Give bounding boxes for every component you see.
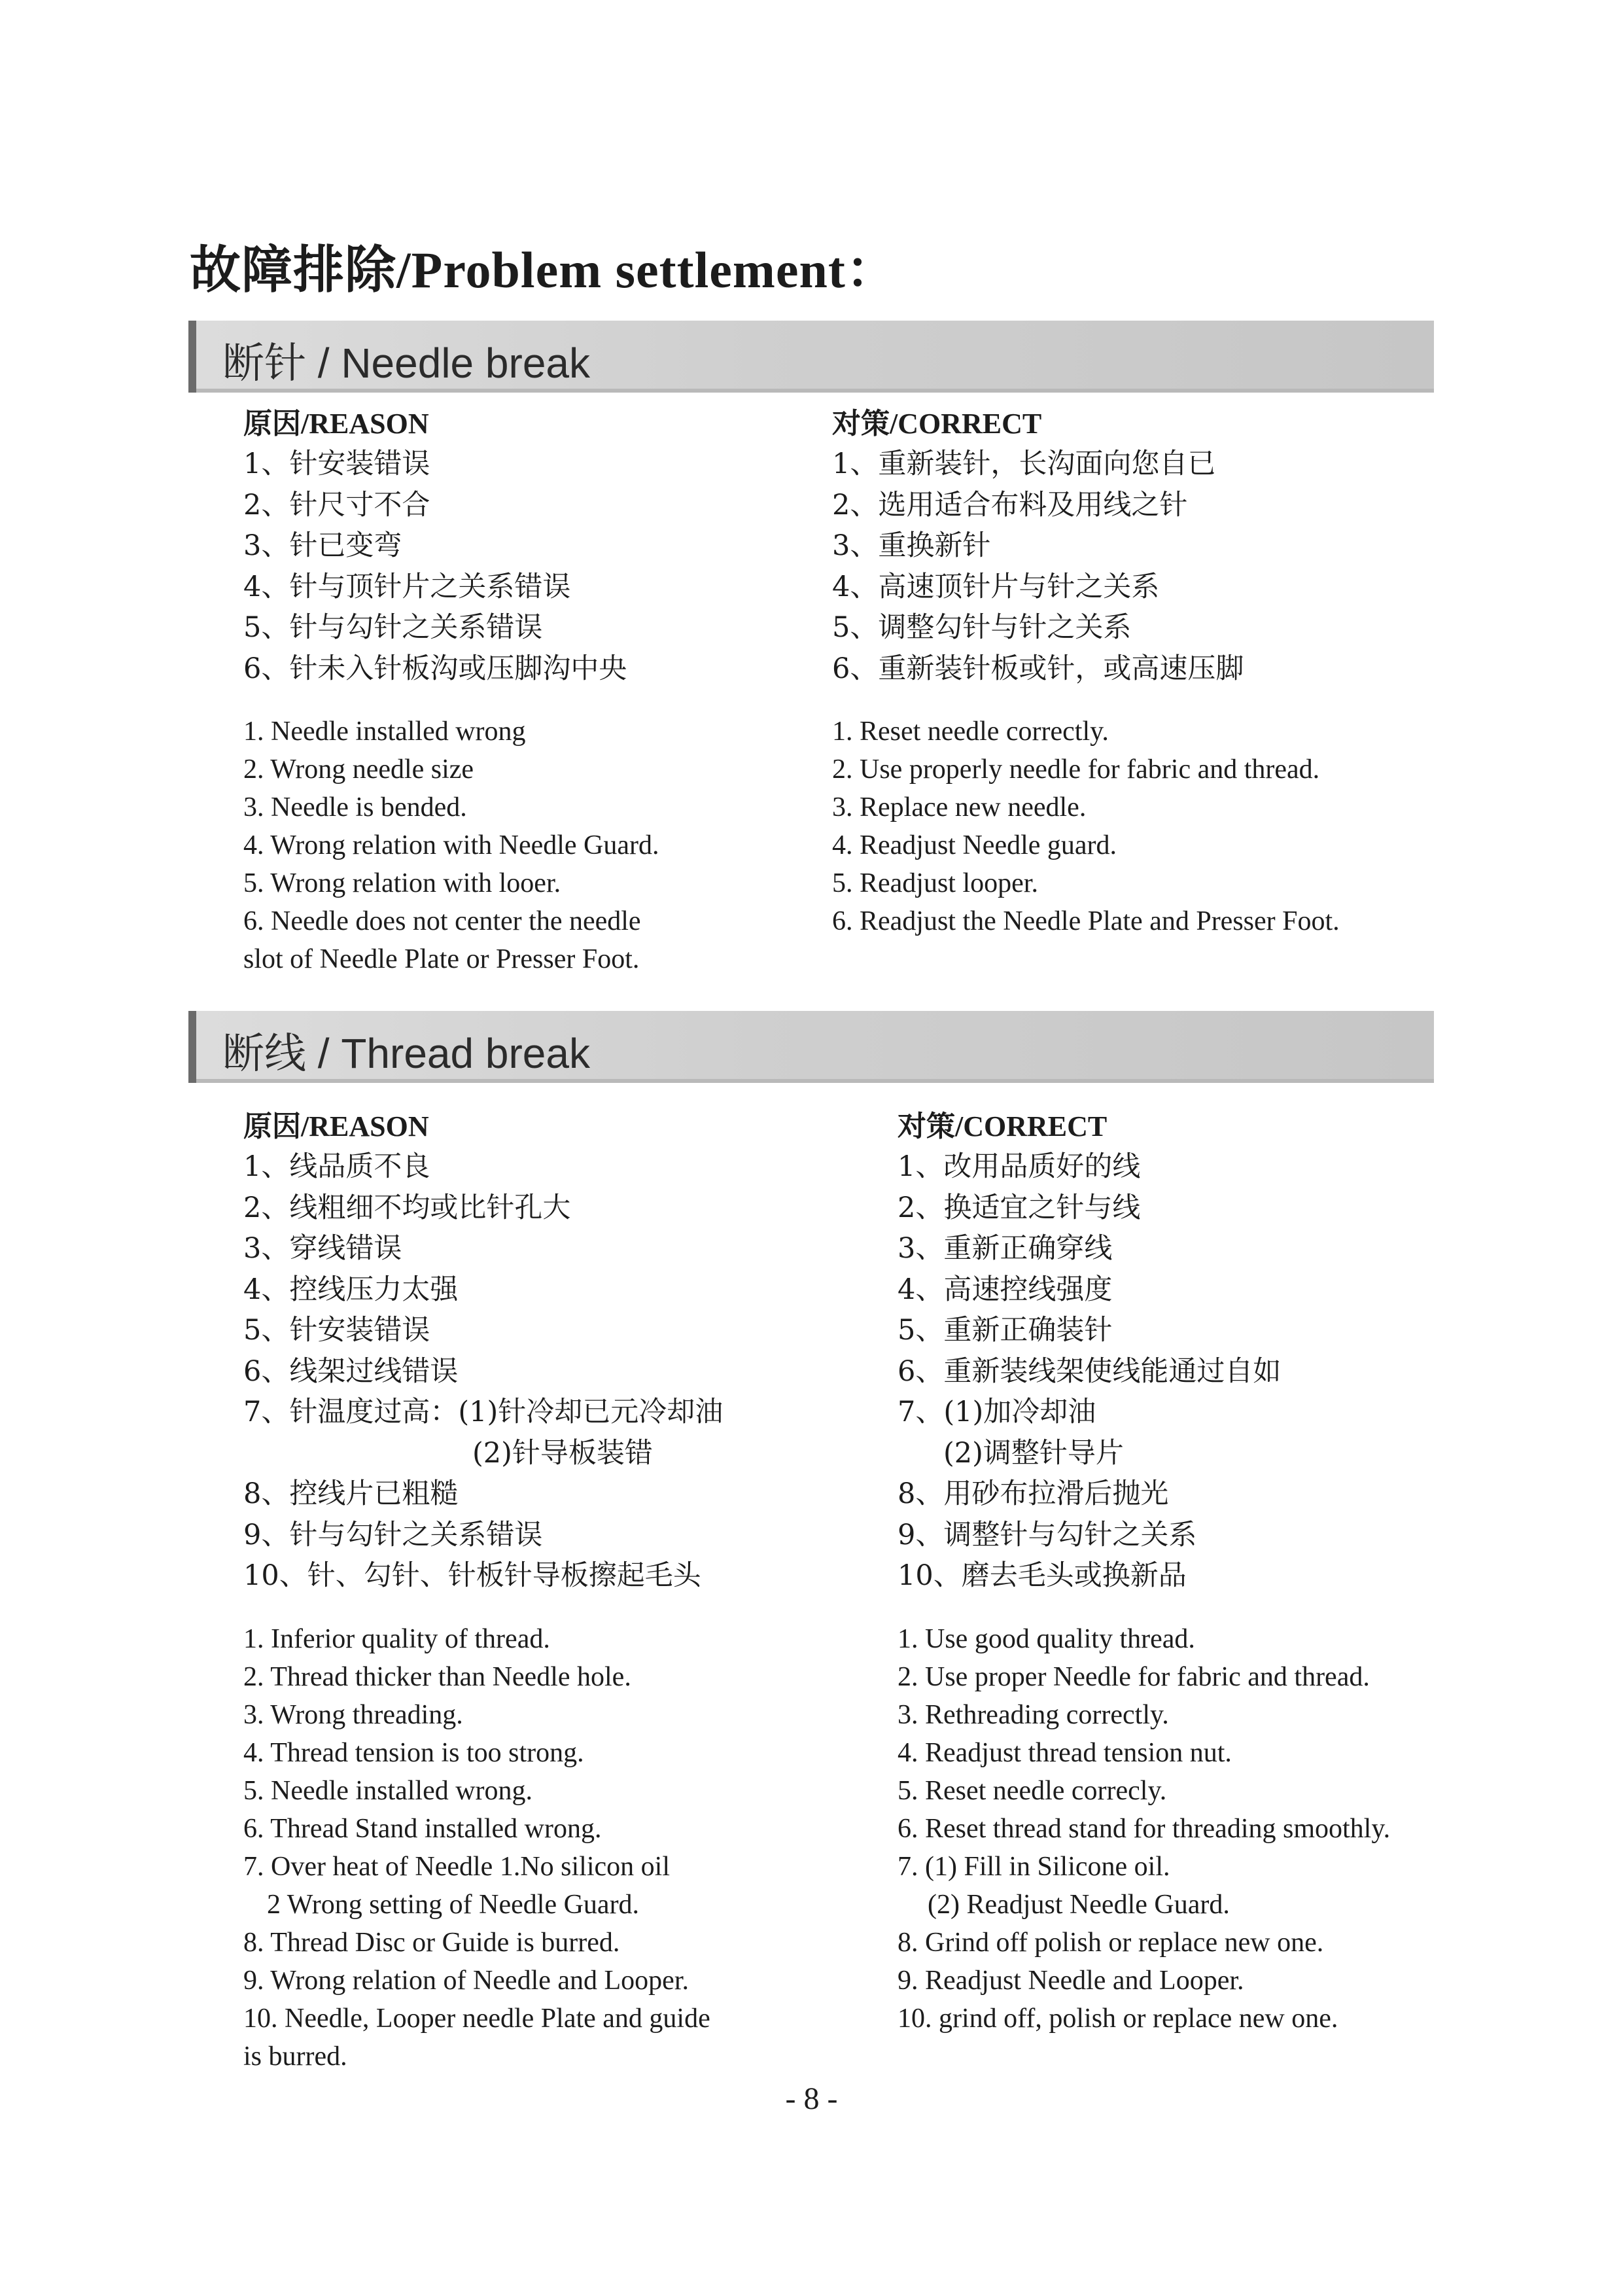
list-item: 8、控线片已粗糙	[243, 1477, 459, 1510]
list-item: 9. Readjust Needle and Looper.	[898, 1965, 1244, 1996]
section-title-thread-break: 断线 / Thread break	[222, 1030, 590, 1077]
list-item: 7. Over heat of Needle 1.No silicon oil	[243, 1851, 670, 1882]
list-item: 9、调整针与勾针之关系	[898, 1518, 1197, 1551]
list-item: 5、调整勾针与针之关系	[832, 611, 1132, 644]
list-item: 1、改用品质好的线	[898, 1150, 1141, 1183]
list-item: 2、换适宜之针与线	[898, 1191, 1141, 1224]
reason-label: 原因/REASON	[243, 1110, 429, 1142]
list-item: 2 Wrong setting of Needle Guard.	[267, 1889, 640, 1920]
list-item: 7、(1)加冷却油	[898, 1396, 1096, 1428]
list-item: 1、重新装针，长沟面向您自已	[832, 448, 1216, 480]
list-item: 9、针与勾针之关系错误	[243, 1518, 543, 1551]
list-item: 9. Wrong relation of Needle and Looper.	[243, 1965, 689, 1996]
page-number: - 8 -	[785, 2081, 838, 2116]
needle-break-correct-column	[832, 404, 1434, 940]
list-item: 6、线架过线错误	[243, 1354, 459, 1388]
list-item: 10. Needle, Looper needle Plate and guide	[243, 2003, 710, 2034]
list-item: 3、穿线错误	[243, 1232, 402, 1265]
list-item: 8、用砂布拉滑后抛光	[898, 1477, 1169, 1510]
list-item: 2. Use proper Needle for fabric and thread.	[898, 1661, 1370, 1692]
list-item: 5、针与勾针之关系错误	[243, 611, 543, 644]
list-item: 5. Reset needle correcly.	[898, 1775, 1167, 1806]
list-item: (2)调整针导片	[943, 1436, 1124, 1470]
list-item: 3. Needle is bended.	[243, 792, 467, 822]
thread-break-correct-english	[898, 1620, 1447, 2038]
list-item: 7. (1) Fill in Silicone oil.	[898, 1851, 1170, 1882]
list-item: 4、针与顶针片之关系错误	[243, 570, 571, 603]
thread-break-reason-column	[243, 1107, 832, 2075]
correct-label: 对策/CORRECT	[898, 1110, 1108, 1142]
list-item: 3. Rethreading correctly.	[898, 1699, 1169, 1730]
list-item: 2、线粗细不均或比针孔大	[243, 1191, 571, 1224]
list-item: 4. Thread tension is too strong.	[243, 1737, 584, 1768]
section-title-needle-break: 断针 / Needle break	[222, 340, 591, 387]
section-header-needle-break	[188, 321, 1434, 393]
list-item: 2、针尺寸不合	[243, 488, 430, 521]
list-item: 7、针温度过高：(1)针冷却已元冷却油	[243, 1396, 724, 1428]
page-title: 故障排除/Problem settlement：	[190, 241, 898, 298]
list-item: 1. Needle installed wrong	[243, 716, 526, 747]
list-item: is burred.	[243, 2041, 347, 2072]
list-item: 5. Needle installed wrong.	[243, 1775, 533, 1806]
list-item: 10、针、勾针、针板针导板擦起毛头	[243, 1559, 701, 1592]
list-item: 1. Use good quality thread.	[898, 1623, 1195, 1654]
list-item: 3、重换新针	[832, 529, 991, 562]
list-item: 4. Readjust thread tension nut.	[898, 1737, 1232, 1768]
list-item: 8. Thread Disc or Guide is burred.	[243, 1927, 620, 1958]
list-item: 10. grind off, polish or replace new one.	[898, 2003, 1338, 2034]
list-item: 1. Inferior quality of thread.	[243, 1623, 550, 1654]
list-item: 8. Grind off polish or replace new one.	[898, 1927, 1324, 1958]
list-item: 1、线品质不良	[243, 1150, 430, 1183]
list-item: 6、重新装线架使线能通过自如	[898, 1354, 1282, 1388]
list-item: 5. Wrong relation with looer.	[243, 868, 561, 898]
list-item: 3、重新正确穿线	[898, 1232, 1113, 1265]
needle-break-reason-english	[243, 713, 806, 978]
list-item: 6. Thread Stand installed wrong.	[243, 1813, 602, 1844]
list-item: (2) Readjust Needle Guard.	[928, 1889, 1230, 1920]
list-item: 1. Reset needle correctly.	[832, 716, 1109, 747]
list-item: 6. Needle does not center the needle	[243, 906, 641, 936]
list-item: 4. Wrong relation with Needle Guard.	[243, 830, 659, 860]
list-item: 3. Wrong threading.	[243, 1699, 463, 1730]
needle-break-correct-english	[832, 713, 1434, 940]
list-item: 4. Readjust Needle guard.	[832, 830, 1117, 860]
list-item: 4、高速控线强度	[898, 1273, 1113, 1306]
list-item: 3、针已变弯	[243, 529, 402, 562]
list-item: 5. Readjust looper.	[832, 868, 1038, 898]
list-item: (2)针导板装错	[472, 1436, 653, 1470]
list-item: 2. Thread thicker than Needle hole.	[243, 1661, 631, 1692]
list-item: slot of Needle Plate or Presser Foot.	[243, 944, 640, 974]
section-header-thread-break	[188, 1011, 1434, 1083]
list-item: 6. Readjust the Needle Plate and Presser Foot.	[832, 906, 1340, 936]
correct-label: 对策/CORRECT	[832, 408, 1042, 440]
thread-break-reason-english	[243, 1620, 832, 2075]
list-item: 2. Wrong needle size	[243, 754, 474, 785]
list-item: 1、针安装错误	[243, 448, 430, 480]
list-item: 2. Use properly needle for fabric and thread.	[832, 754, 1320, 785]
list-item: 6、针未入针板沟或压脚沟中央	[243, 652, 627, 685]
list-item: 6、重新装针板或针，或高速压脚	[832, 652, 1244, 685]
list-item: 10、磨去毛头或换新品	[898, 1559, 1187, 1592]
needle-break-reason-column	[243, 404, 806, 978]
list-item: 6. Reset thread stand for threading smoothly.	[898, 1813, 1391, 1844]
list-item: 2、选用适合布料及用线之针	[832, 488, 1188, 521]
list-item: 5、重新正确装针	[898, 1314, 1113, 1347]
list-item: 5、针安装错误	[243, 1314, 430, 1347]
reason-label: 原因/REASON	[243, 408, 429, 440]
list-item: 4、控线压力太强	[243, 1273, 459, 1306]
thread-break-correct-column	[898, 1107, 1447, 2038]
list-item: 3. Replace new needle.	[832, 792, 1087, 822]
list-item: 4、高速顶针片与针之关系	[832, 570, 1160, 603]
